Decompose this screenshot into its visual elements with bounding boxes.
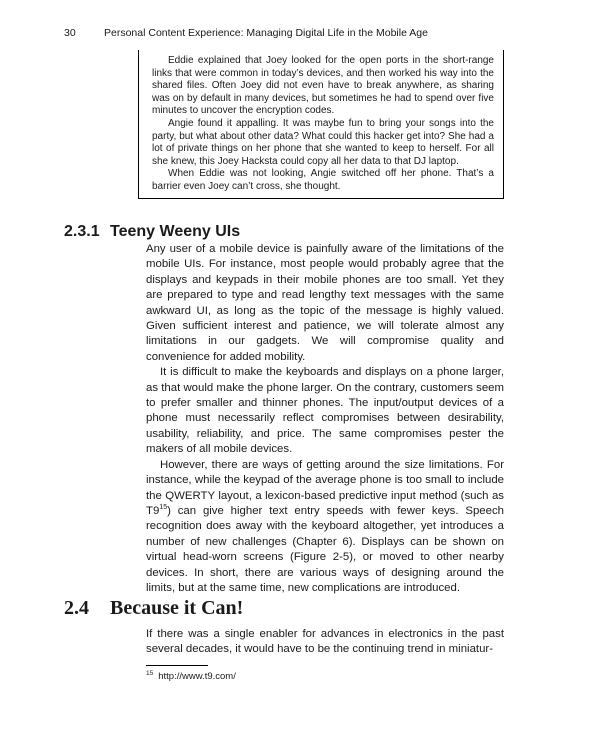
body-paragraph: Any user of a mobile device is painfully aware of the limitations of the mobile UIs. For instance, most people would probably agree that the displays and keypads in their mobile phones are too small. Yet they are prepared to type and read lengthy text messages with the same awkward UI, as long as the topic of the message is highly valued. Given sufficient interest and patience, we will tolerate almost any limitations in our gadgets. We will compromise quality and convenience for added mobility.	[146, 243, 504, 363]
subsection-title: Teeny Weeny UIs	[110, 223, 241, 240]
sidebar-paragraph: Eddie explained that Joey looked for the open ports in the short-range links that were common in today’s devices, and then worked his way into the shared files. Often Joey did not even have to break anywhere, as sharing was on by default in many devices, but sometimes he had to spend over five minutes to uncover the encryption codes.	[152, 55, 494, 117]
subsection-body	[146, 242, 504, 596]
footnote-number: 15	[146, 669, 154, 677]
body-paragraph-text: However, there are ways of getting around the size limitations. For instance, while the keypad of the average phone is too small to include the QWERTY layout, a lexicon-based predictive input method (such as T9	[146, 458, 504, 517]
page-number: 30	[64, 27, 76, 39]
sidebar-paragraph: Angie found it appalling. It was maybe fun to bring your songs into the party, but what about other data? What could this hacker get into? She had a lot of private things on her phone that she wanted to keep to herself. For all she knew, this Joey Hacksta could copy all her data to that DJ laptop.	[152, 117, 494, 167]
body-paragraph	[146, 458, 504, 597]
running-header	[64, 26, 534, 40]
footnote	[146, 671, 236, 683]
subsection-heading	[64, 222, 240, 242]
body-paragraph: It is difficult to make the keyboards and displays on a phone larger, as that would make the phone larger. On the contrary, customers seem to prefer smaller and thinner phones. The input/output devices of a phone must necessarily reflect compromises between desirability, usability, reliability, and price. The same compromises pester the makers of all mobile devices.	[146, 366, 504, 456]
footnote-reference[interactable]: 15	[159, 504, 168, 512]
section-title: Because it Can!	[110, 597, 244, 619]
footnote-link[interactable]: http://www.t9.com/	[158, 671, 236, 682]
footnote-divider	[146, 665, 208, 666]
sidebar-paragraph: When Eddie was not looking, Angie switched off her phone. That’s a barrier even Joey can’t cross, she thought.	[152, 168, 494, 192]
subsection-number: 2.3.1	[64, 223, 100, 240]
running-title: Personal Content Experience: Managing Digital Life in the Mobile Age	[104, 27, 428, 39]
section-heading	[64, 596, 243, 620]
section-body	[146, 627, 504, 658]
body-paragraph-text: ) can give higher text entry speeds with fewer keys. Speech recognition does away with the keyboard altogether, yet introduces a number of new challenges (Chapter 6). Displays can be shown on virtual head-worn screens (Figure 2-5), or moved to other nearby devices. In short, there are various ways of designing around the limits, but at the same time, new complications are introduced.	[146, 504, 504, 594]
body-paragraph: If there was a single enabler for advances in electronics in the past several decades, it would have to be the continuing trend in miniatur-	[146, 628, 504, 656]
section-number: 2.4	[64, 597, 89, 619]
story-sidebar-box	[138, 50, 504, 199]
